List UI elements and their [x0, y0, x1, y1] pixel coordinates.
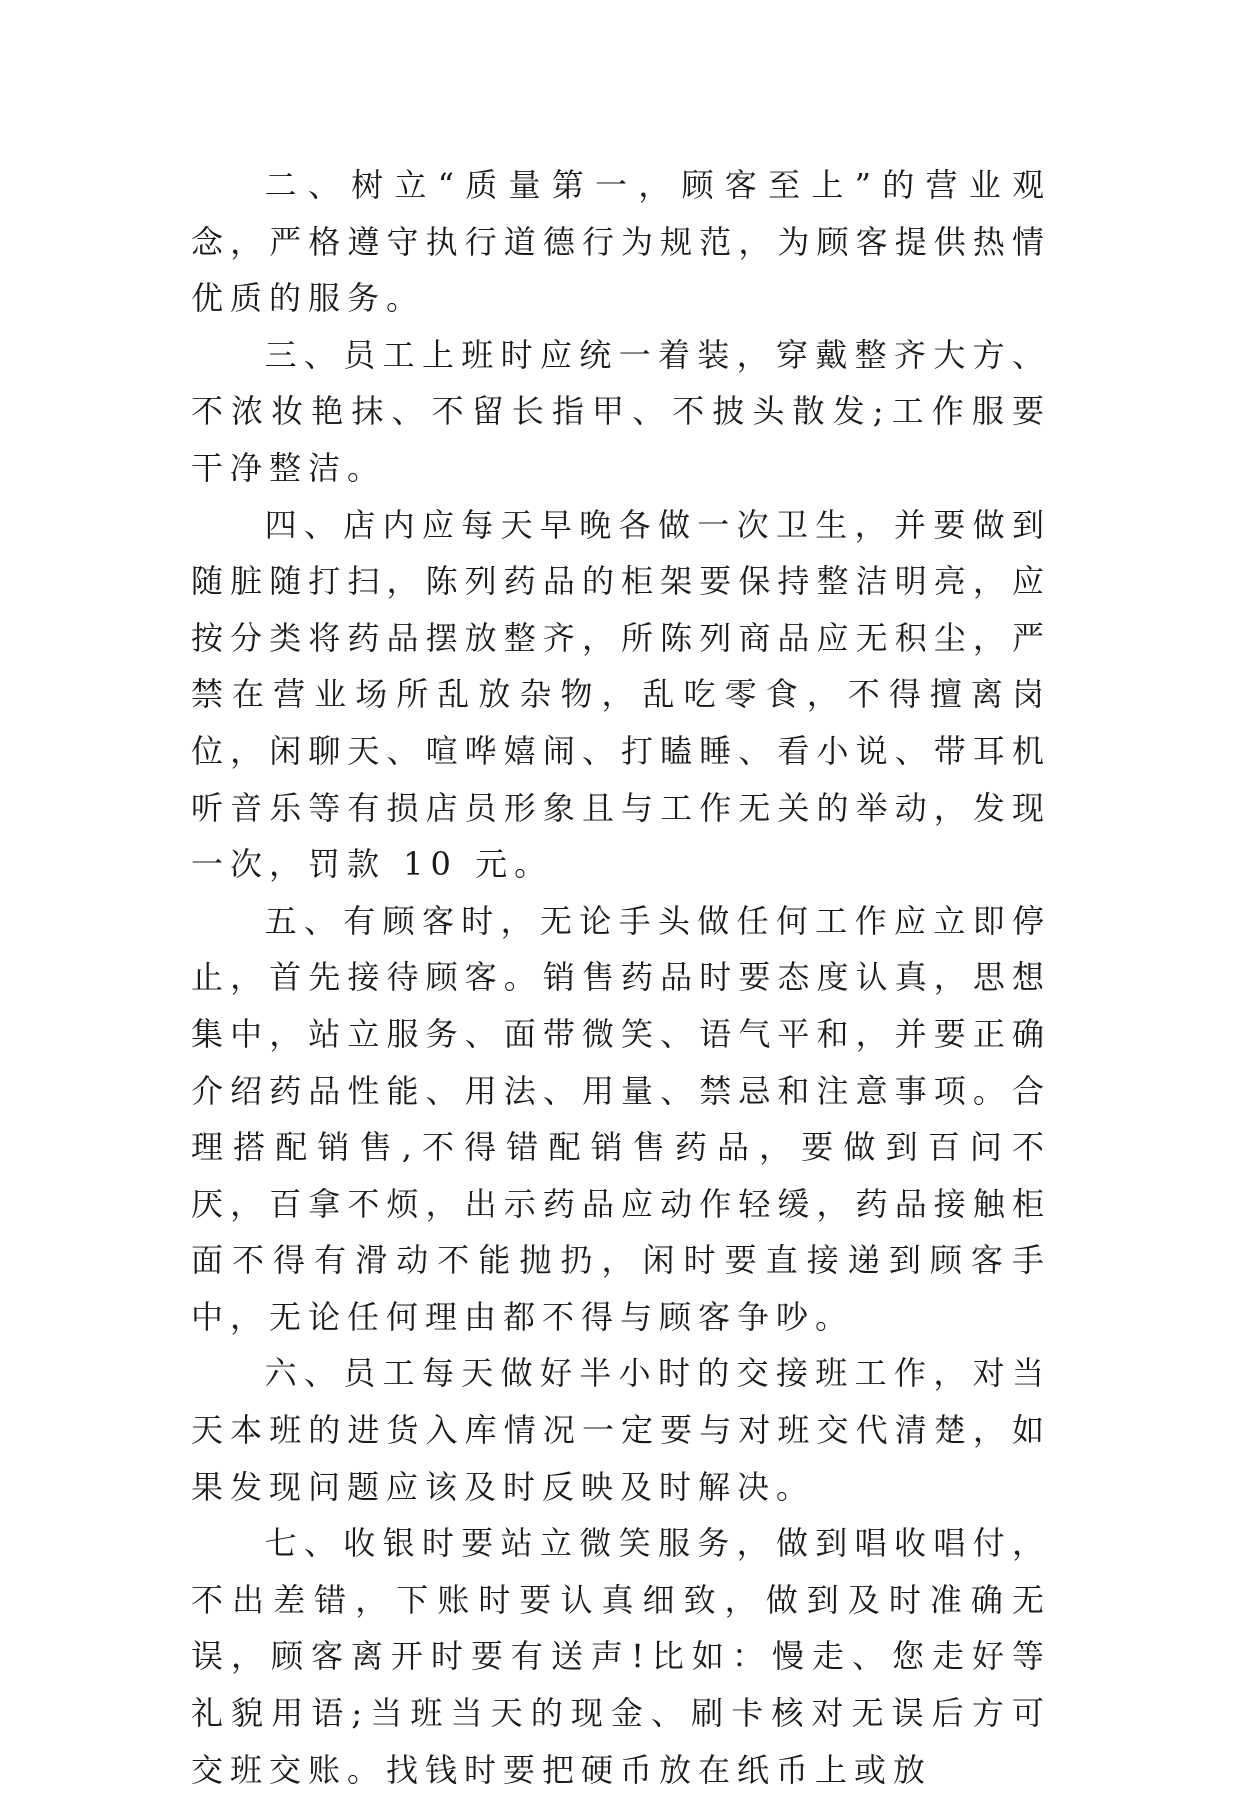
- paragraph-6: 六、员工每天做好半小时的交接班工作，对当天本班的进货入库情况一定要与对班交代清楚，如果发现问题应该及时反映及时解决。: [191, 1354, 1051, 1506]
- paragraph-5: 五、有顾客时，无论手头做任何工作应立即停止，首先接待顾客。销售药品时要态度认真，思想集中，站立服务、面带微笑、语气平和，并要正确介绍药品性能、用法、用量、禁忌和注意事项。合理搭配销售,不得错配销售药品，要做到百问不厌，百拿不烦，出示药品应动作轻缓，药品接触柜面不得有滑动不能抛扔，闲时要直接递到顾客手中，无论任何理由都不得与顾客争吵。: [191, 901, 1051, 1336]
- paragraph-3: 三、员工上班时应统一着装，穿戴整齐大方、不浓妆艳抹、不留长指甲、不披头散发;工作服要干净整洁。: [191, 335, 1051, 487]
- paragraph-4: 四、店内应每天早晚各做一次卫生，并要做到随脏随打扫，陈列药品的柜架要保持整洁明亮，应按分类将药品摆放整齐，所陈列商品应无积尘，严禁在营业场所乱放杂物，乱吃零食，不得擅离岗位，闲聊天、喧哗嬉闹、打瞌睡、看小说、带耳机听音乐等有损店员形象且与工作无关的举动，发现一次，罚款 10 元。: [191, 505, 1051, 884]
- paragraph-7: 七、收银时要站立微笑服务，做到唱收唱付，不出差错，下账时要认真细致，做到及时准确无误，顾客离开时要有送声!比如：慢走、您走好等礼貌用语;当班当天的现金、刷卡核对无误后方可交班交账。找钱时要把硬币放在纸币上或放: [191, 1524, 1051, 1789]
- paragraph-2: 二、树立“质量第一，顾客至上”的营业观念，严格遵守执行道德行为规范，为顾客提供热情优质的服务。: [191, 166, 1051, 318]
- document-body: [191, 157, 1051, 1798]
